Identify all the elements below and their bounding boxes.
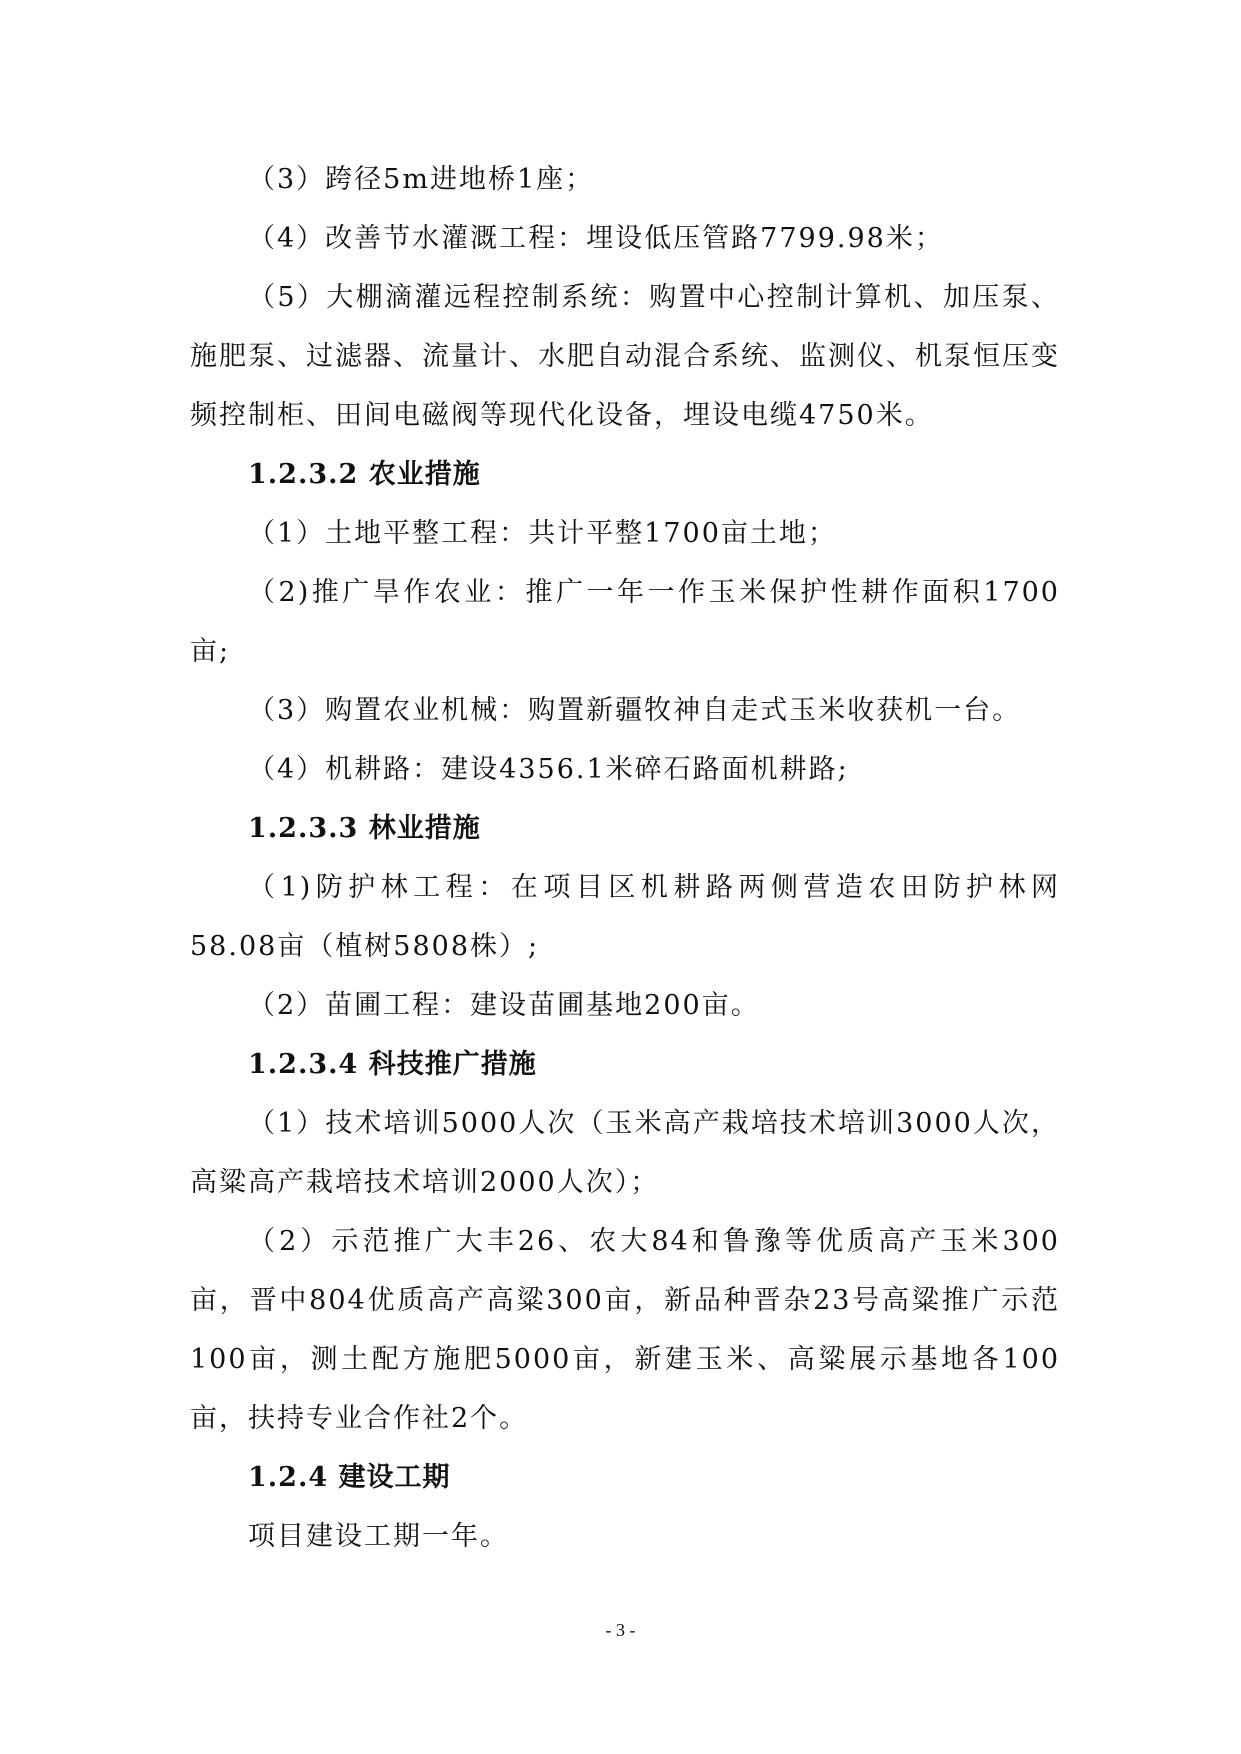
paragraph-farm-road: （4）机耕路：建设4356.1米碎石路面机耕路; [248,754,849,785]
heading-construction-period: 1.2.4 建设工期 [248,1462,451,1493]
document-body [190,150,1060,1566]
paragraph-period: 项目建设工期一年。 [248,1521,509,1552]
paragraph-demonstration: （2）示范推广大丰26、农大84和鲁豫等优质高产玉米300亩，晋中804优质高产高粱300亩，新品种晋杂23号高粱推广示范100亩，测土配方施肥5000亩，新建玉米、高粱展示基地各100亩，扶持专业合作社2个。 [190,1226,1060,1434]
paragraph-land-leveling: （1）土地平整工程：共计平整1700亩土地； [248,518,837,549]
paragraph-shelterbelt: （1)防护林工程：在项目区机耕路两侧营造农田防护林网58.08亩（植树5808株）; [190,872,1060,962]
paragraph-bridge: （3）跨径5m进地桥1座； [248,164,595,195]
heading-agriculture: 1.2.3.2 农业措施 [248,459,481,490]
paragraph-training: （1）技术培训5000人次（玉米高产栽培技术培训3000人次，高粱高产栽培技术培训2000人次）； [190,1108,1060,1198]
page-number: - 3 - [605,1620,636,1640]
paragraph-machinery: （3）购置农业机械：购置新疆牧神自走式玉米收获机一台。 [248,695,1022,726]
paragraph-dry-farming: （2)推广旱作农业：推广一年一作玉米保护性耕作面积1700亩; [190,577,1060,667]
paragraph-nursery: （2）苗圃工程：建设苗圃基地200亩。 [248,990,760,1021]
heading-tech-promotion: 1.2.3.4 科技推广措施 [248,1049,537,1080]
heading-forestry: 1.2.3.3 林业措施 [248,813,481,844]
paragraph-irrigation: （4）改善节水灌溉工程：埋设低压管路7799.98米； [248,223,944,254]
paragraph-drip-control: （5）大棚滴灌远程控制系统：购置中心控制计算机、加压泵、施肥泵、过滤器、流量计、水肥自动混合系统、监测仪、机泵恒压变频控制柜、田间电磁阀等现代化设备，埋设电缆4750米。 [190,282,1060,431]
